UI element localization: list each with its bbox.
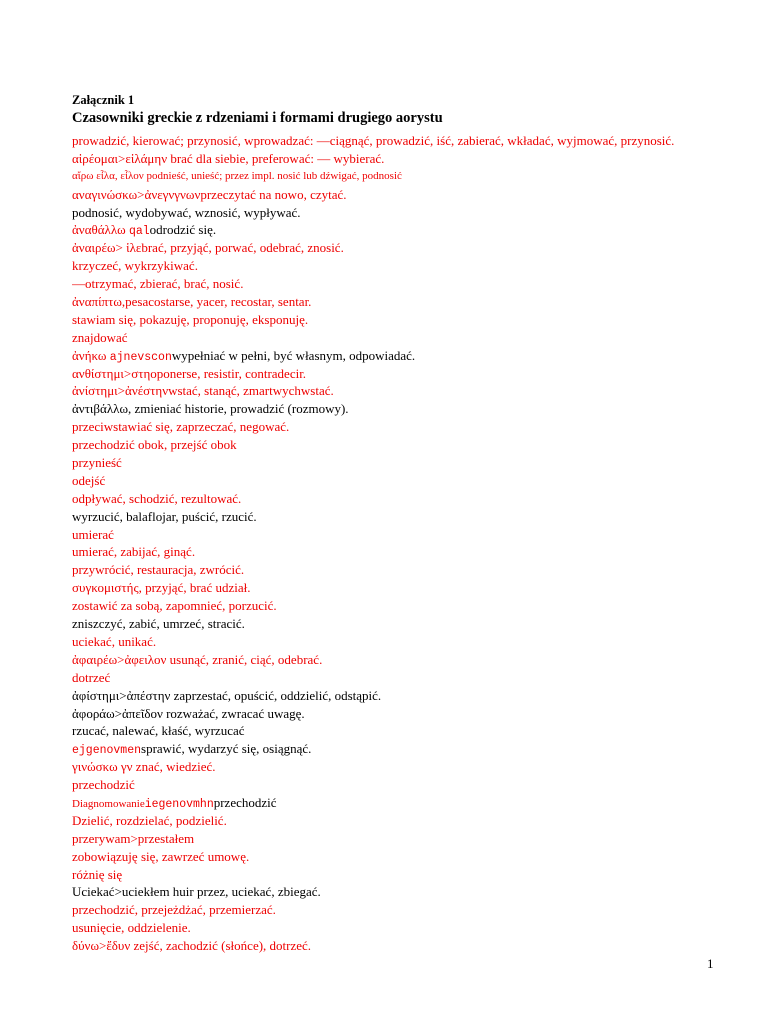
verb-line	[72, 937, 752, 955]
verb-line	[72, 669, 752, 687]
verb-line	[72, 418, 752, 436]
verb-line	[72, 508, 752, 526]
verb-line-text: przechodzić	[72, 777, 135, 793]
verb-line	[72, 776, 752, 794]
verb-line	[72, 919, 752, 937]
verb-line	[72, 722, 752, 740]
verb-line-text: znajdować	[72, 329, 128, 345]
verb-line-text: umierać, zabijać, ginąć.	[72, 544, 196, 560]
verb-line-text: ajnevscon	[109, 350, 172, 364]
verb-line-text: ἀνίστημι>ἀνέστηνwstać, stanąć, zmartwychwstać.	[72, 383, 334, 399]
verb-line-text: ἀνήκω	[72, 347, 110, 363]
verb-line	[72, 561, 752, 579]
verb-line	[72, 204, 752, 222]
verb-line-text: συγκομιστής, przyjąć, brać udział.	[72, 580, 251, 596]
verb-line	[72, 883, 752, 901]
verb-line-text: ἀφίστημι>ἀπέστην zaprzestać, opuścić, oddzielić, odstąpić.	[72, 687, 382, 703]
verb-line-text: —otrzymać, zbierać, brać, nosić.	[72, 276, 244, 292]
verb-line	[72, 579, 752, 597]
verb-line-text: stawiam się, pokazuję, proponuję, eksponuję.	[72, 311, 309, 327]
verb-line-text: podnosić, wydobywać, wznosić, wypływać.	[72, 204, 301, 220]
verb-line	[72, 400, 752, 418]
verb-line-text: przynieść	[72, 455, 122, 471]
verb-line-text: zniszczyć, zabić, umrzeć, stracić.	[72, 616, 245, 632]
verb-line-text: ἀφαιρέω>ἀφειλον usunąć, zranić, ciąć, odebrać.	[72, 651, 323, 667]
verb-line	[72, 275, 752, 293]
verb-list	[72, 132, 752, 955]
verb-line	[72, 615, 752, 633]
verb-line-text: ἀναθάλλω	[72, 222, 129, 238]
verb-line-text: αἱρέομαι>εἱλάμην brać dla siebie, preferować: — wybierać.	[72, 150, 385, 166]
verb-line-text: zostawić za sobą, zapomnieć, porzucić.	[72, 598, 277, 614]
verb-line	[72, 472, 752, 490]
verb-line-text: αἴρω εἶλα, εἶλον podnieść, unieść; przez impl. nosić lub dźwigać, podnosić	[72, 169, 402, 182]
verb-line-text: przeciwstawiać się, zaprzeczać, negować.	[72, 419, 290, 435]
verb-line-text: ἀφοράω>ἀπεῖδον rozważać, zwracać uwagę.	[72, 705, 305, 721]
verb-line	[72, 382, 752, 400]
verb-line	[72, 239, 752, 257]
verb-line-text: zobowiązuję się, zawrzeć umowę.	[72, 848, 250, 864]
verb-line-text: przeczytać na nowo, czytać.	[200, 186, 347, 202]
verb-line	[72, 293, 752, 311]
verb-line	[72, 436, 752, 454]
verb-line-text: przechodzić	[213, 794, 277, 810]
verb-line	[72, 543, 752, 561]
verb-line-text: dotrzeć	[72, 669, 111, 685]
verb-line	[72, 651, 752, 669]
verb-line-text: δύνω>ἔδυν zejść, zachodzić (słońce), dotrzeć.	[72, 938, 312, 954]
verb-line-text: krzyczeć, wykrzykiwać.	[72, 258, 198, 274]
verb-line-text: iegenovmhn	[144, 797, 214, 811]
verb-line	[72, 794, 752, 812]
verb-line	[72, 812, 752, 830]
annex-label: Załącznik 1	[72, 93, 135, 107]
verb-line-text: odejść	[72, 472, 106, 488]
verb-line	[72, 740, 752, 758]
verb-line	[72, 221, 752, 239]
verb-line-text: odpływać, schodzić, rezultować.	[72, 490, 242, 506]
verb-line-text: przechodzić, przejeżdżać, przemierzać.	[72, 902, 276, 918]
verb-line-text: ανθίστημι>στηoponerse, resistir, contradecir.	[72, 365, 307, 381]
verb-line	[72, 901, 752, 919]
verb-line-text: wyrzucić, balaflojar, puścić, rzucić.	[72, 508, 257, 524]
verb-line	[72, 597, 752, 615]
verb-line	[72, 311, 752, 329]
verb-line-text: ἀντιβάλλω, zmieniać historie, prowadzić (rozmowy).	[72, 401, 349, 417]
verb-line-text: wypełniać w pełni, być własnym, odpowiadać.	[171, 347, 416, 363]
verb-line	[72, 758, 752, 776]
verb-line	[72, 329, 752, 347]
verb-line-text: αναγινώσκω>ἀνεγνγνων	[72, 186, 201, 202]
verb-line-text: przywrócić, restauracja, zwrócić.	[72, 562, 245, 578]
verb-line-text: sprawić, wydarzyć się, osiągnąć.	[141, 741, 312, 757]
verb-line-text: odrodzić się.	[149, 222, 217, 238]
verb-line	[72, 347, 752, 365]
verb-line-text: γινώσκω γν znać, wiedzieć.	[72, 759, 216, 775]
verb-line	[72, 365, 752, 383]
verb-line	[72, 132, 752, 150]
verb-line-text: umierać	[72, 526, 114, 542]
verb-line-text: prowadzić, kierować; przynosić, wprowadzać: —ciągnąć, prowadzić, iść, zabierać, wkładać, wyjmować, przynosić.	[72, 133, 675, 148]
verb-line	[72, 490, 752, 508]
page-number: 1	[707, 956, 714, 971]
verb-line	[72, 866, 752, 884]
verb-line	[72, 830, 752, 848]
verb-line	[72, 454, 752, 472]
verb-line-text: ἀναπίπτω,pesacostarse, yacer, recostar, sentar.	[72, 294, 312, 310]
verb-line-text: Dzielić, rozdzielać, podzielić.	[72, 812, 227, 828]
verb-line-text: ejgenovmen	[72, 744, 142, 758]
verb-line-text: Diagnomowanie	[72, 797, 145, 810]
verb-line	[72, 168, 752, 186]
verb-line-text: przechodzić obok, przejść obok	[72, 437, 237, 453]
page-title: Czasowniki greckie z rdzeniami i formami drugiego aorystu	[72, 110, 443, 126]
verb-line	[72, 150, 752, 168]
verb-line-text: przerywam>przestałem	[72, 830, 195, 846]
verb-line	[72, 705, 752, 723]
verb-line	[72, 257, 752, 275]
verb-line	[72, 687, 752, 705]
verb-line	[72, 633, 752, 651]
verb-line-text: qal	[128, 225, 150, 239]
verb-line-text: ἀναιρέω> ἱλεbrać, przyjąć, porwać, odebrać, znosić.	[72, 240, 344, 256]
verb-line	[72, 186, 752, 204]
verb-line	[72, 526, 752, 544]
verb-line-text: rzucać, nalewać, kłaść, wyrzucać	[72, 723, 245, 739]
verb-line-text: usunięcie, oddzielenie.	[72, 920, 191, 936]
verb-line-text: Uciekać>uciekłem huir przez, uciekać, zbiegać.	[72, 884, 321, 900]
verb-line	[72, 848, 752, 866]
verb-line-text: uciekać, unikać.	[72, 633, 157, 649]
verb-line-text: różnię się	[72, 866, 123, 882]
